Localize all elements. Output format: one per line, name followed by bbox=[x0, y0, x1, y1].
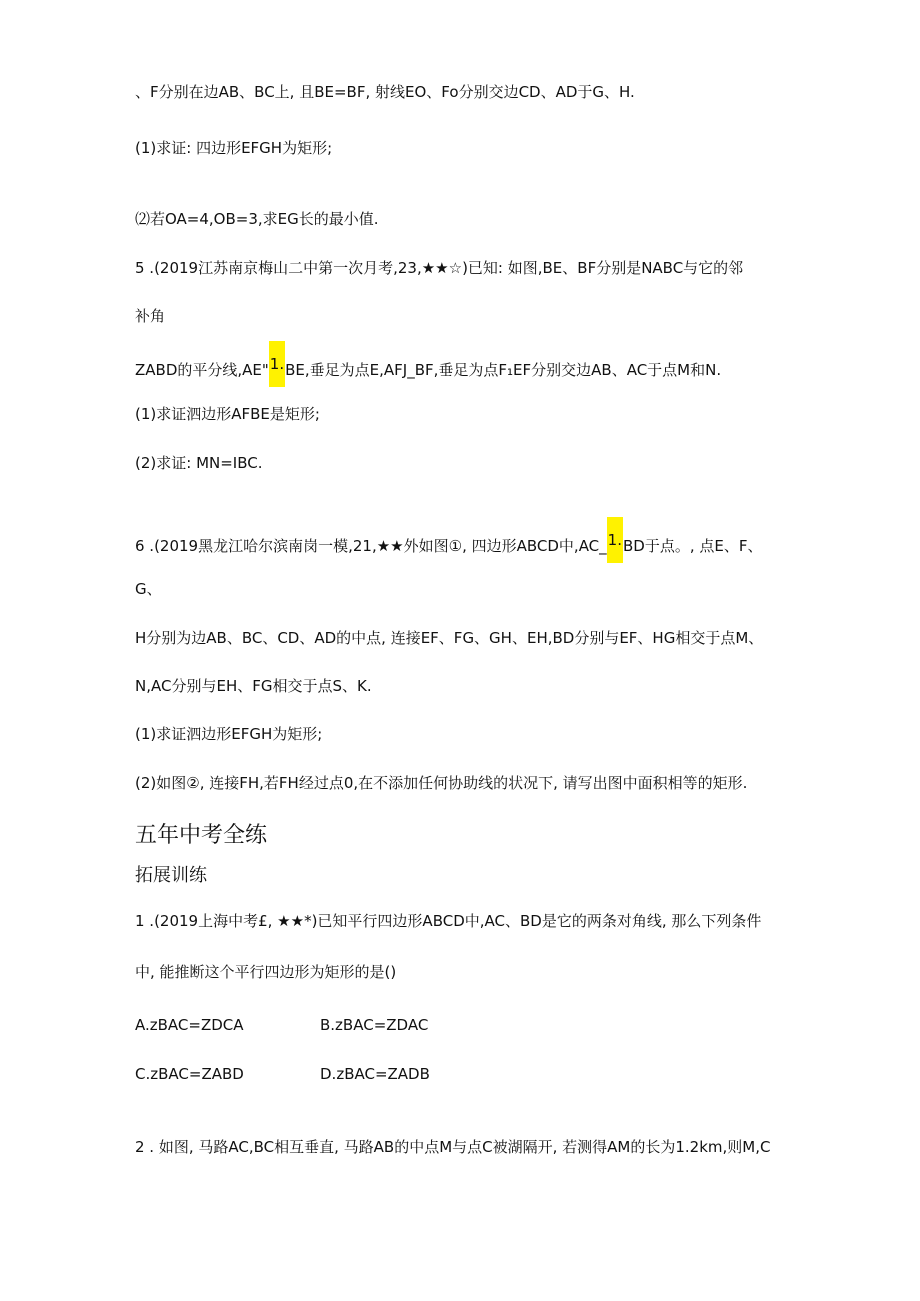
option-a: A.zBAC=ZDCA bbox=[135, 1016, 244, 1034]
line-14: (2)如图②, 连接FH,若FH经过点0,在不添加任何协助线的状况下, 请写出图中面积相等的矩形. bbox=[135, 774, 748, 792]
line-6-part-b: BE,垂足为点E,AFJ_BF,垂足为点F₁EF分别交边AB、AC于点M和N. bbox=[285, 361, 722, 379]
line-13: (1)求证泗边形EFGH为矩形; bbox=[135, 725, 323, 743]
line-8: (2)求证: MN=IBC. bbox=[135, 454, 263, 472]
line-9 bbox=[135, 530, 762, 563]
highlight-mark: 1. bbox=[607, 517, 623, 563]
line-15: 1 .(2019上海中考£, ★★*)已知平行四边形ABCD中,AC、BD是它的两条对角线, 那么下列条件 bbox=[135, 912, 762, 930]
line-17: 2 . 如图, 马路AC,BC相互垂直, 马路AB的中点M与点C被湖隔开, 若测得AM的长为1.2km,则M,C bbox=[135, 1138, 771, 1156]
line-6-part-a: ZABD的平分线,AE" bbox=[135, 361, 269, 379]
line-12: N,AC分别与EH、FG相交于点S、K. bbox=[135, 677, 372, 695]
highlight-mark: 1. bbox=[269, 341, 285, 387]
line-11: H分别为边AB、BC、CD、AD的中点, 连接EF、FG、GH、EH,BD分别与EF、HG相交于点M、 bbox=[135, 629, 764, 647]
line-5: 补角 bbox=[135, 307, 166, 325]
line-7: (1)求证泗边形AFBE是矩形; bbox=[135, 405, 320, 423]
line-1: 、F分别在边AB、BC上, 且BE=BF, 射线EO、Fo分别交边CD、AD于G、H. bbox=[135, 83, 635, 101]
option-b: B.zBAC=ZDAC bbox=[320, 1016, 429, 1034]
line-6 bbox=[135, 354, 721, 387]
subsection-heading: 拓展训练 bbox=[135, 865, 207, 886]
line-9-part-b: BD于点。, 点E、F、 bbox=[622, 537, 763, 555]
option-c: C.zBAC=ZABD bbox=[135, 1065, 244, 1083]
line-16: 中, 能推断这个平行四边形为矩形的是() bbox=[135, 963, 397, 981]
option-d: D.zBAC=ZADB bbox=[320, 1065, 430, 1083]
line-10: G、 bbox=[135, 580, 162, 598]
line-4: 5 .(2019江苏南京梅山二中第一次月考,23,★★☆)已知: 如图,BE、BF分别是NABC与它的邻 bbox=[135, 259, 744, 277]
line-9-part-a: 6 .(2019黑龙江哈尔滨南岗一模,21,★★外如图①, 四边形ABCD中,AC_ bbox=[135, 537, 607, 555]
line-2: (1)求证: 四边形EFGH为矩形; bbox=[135, 139, 333, 157]
line-3: ⑵若OA=4,OB=3,求EG长的最小值. bbox=[135, 210, 379, 228]
section-heading: 五年中考全练 bbox=[135, 823, 268, 848]
